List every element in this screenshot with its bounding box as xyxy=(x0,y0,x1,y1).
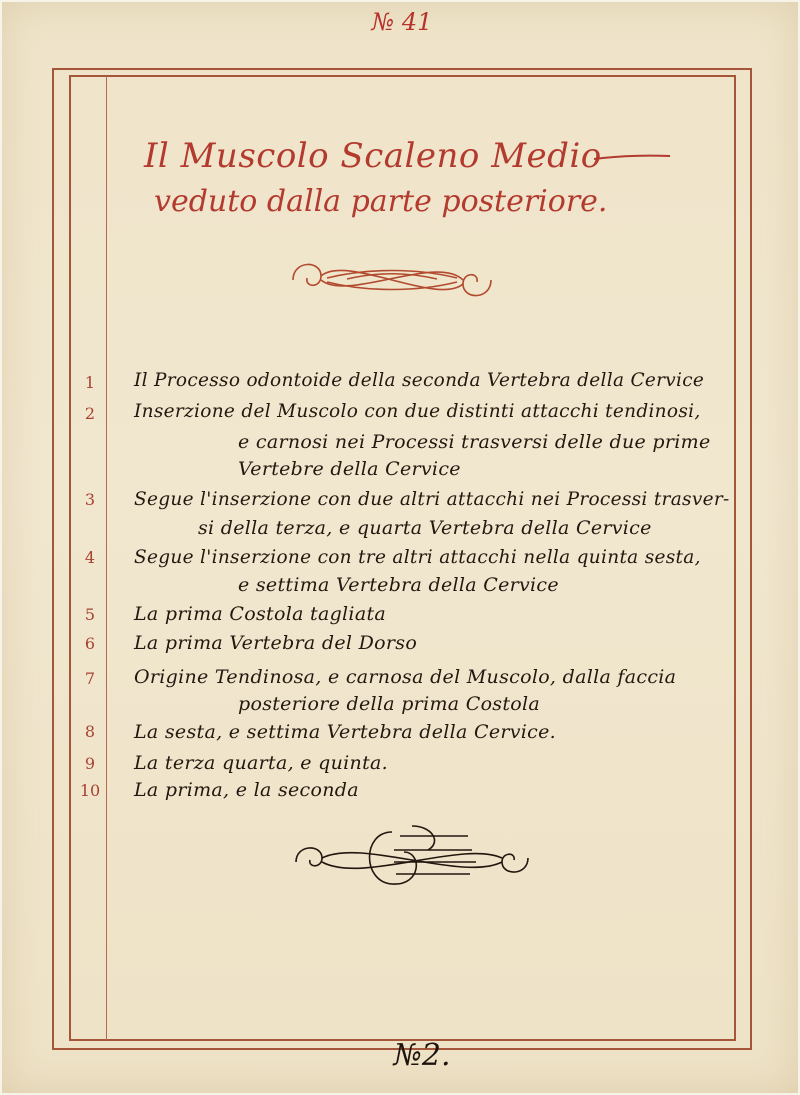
entry-line: si della terza, e quarta Vertebra della Cervice xyxy=(198,517,652,539)
entry-number: 4 xyxy=(84,548,96,567)
ornament-flourish-red-icon xyxy=(287,250,497,308)
entry-line: Il Processo odontoide della seconda Vertebra della Cervice xyxy=(134,370,705,391)
entry-number: 10 xyxy=(79,781,101,800)
entry-number: 8 xyxy=(84,722,96,741)
entry-number: 1 xyxy=(84,373,96,392)
manuscript-page xyxy=(2,2,798,1093)
page-number-bottom: №2. xyxy=(393,1038,451,1073)
entry-line: Inserzione del Muscolo con due distinti attacchi tendinosi, xyxy=(134,401,701,422)
ornament-flourish-black-icon xyxy=(292,822,532,902)
entry-line: La sesta, e settima Vertebra della Cervice. xyxy=(134,721,557,743)
entry-line: La prima Vertebra del Dorso xyxy=(134,632,418,654)
entry-line: La prima Costola tagliata xyxy=(134,603,387,625)
entry-line: posteriore della prima Costola xyxy=(238,693,541,715)
title-line-1: Il Muscolo Scaleno Medio xyxy=(144,136,602,176)
entry-line: e carnosi nei Processi trasversi delle due prime xyxy=(238,431,711,453)
entry-line: La prima, e la seconda xyxy=(134,779,359,801)
entry-number: 3 xyxy=(84,490,96,509)
entry-number: 9 xyxy=(84,754,96,773)
page-number-top: № 41 xyxy=(371,8,433,36)
entry-line: Origine Tendinosa, e carnosa del Muscolo, dalla faccia xyxy=(134,666,677,688)
entry-number: 7 xyxy=(84,669,96,688)
entry-number: 6 xyxy=(84,634,96,653)
margin-rule xyxy=(106,76,107,1040)
entry-line: Vertebre della Cervice xyxy=(238,458,461,480)
title-line-2: veduto dalla parte posteriore. xyxy=(154,184,608,219)
entry-number: 5 xyxy=(84,605,96,624)
entry-line: La terza quarta, e quinta. xyxy=(134,752,388,774)
entry-line: Segue l'inserzione con due altri attacchi nei Processi trasver- xyxy=(134,489,730,510)
entry-line: Segue l'inserzione con tre altri attacchi nella quinta sesta, xyxy=(134,547,701,568)
entry-number: 2 xyxy=(84,404,96,423)
title-flourish-stroke xyxy=(592,150,672,166)
entry-line: e settima Vertebra della Cervice xyxy=(238,574,559,596)
